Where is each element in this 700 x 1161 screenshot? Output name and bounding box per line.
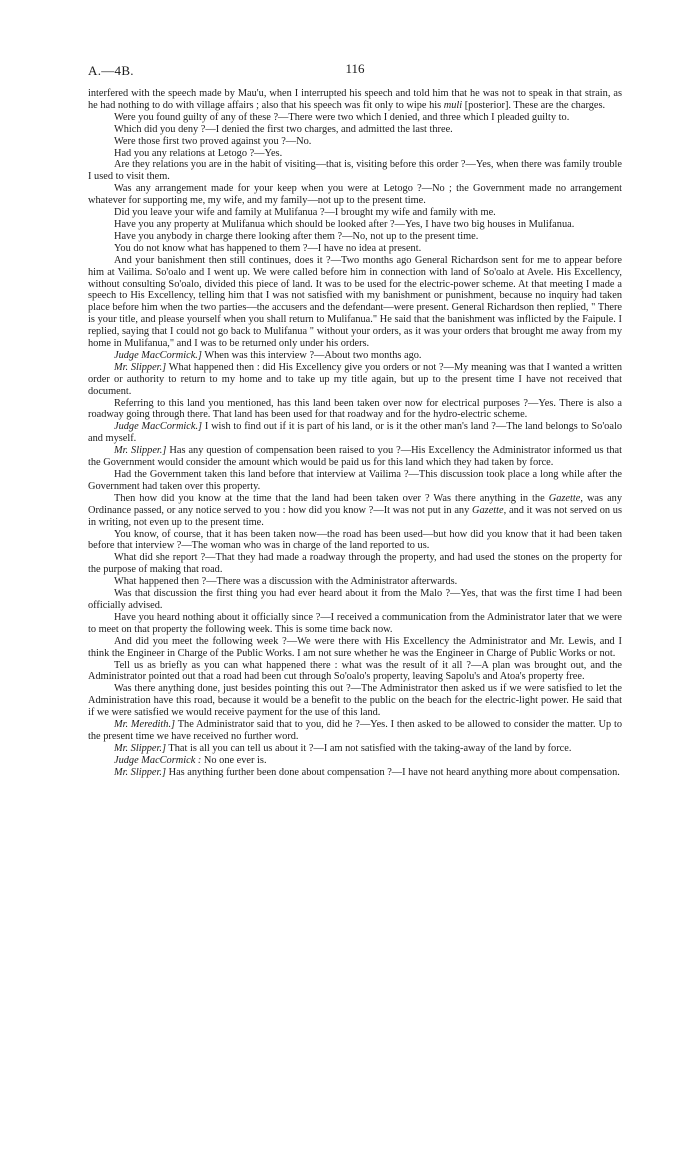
- paragraph-text: interfered with the speech made by Mau'u, when I interrupted his speech and told him that he was not to speak in that strain, as he had nothing to do with village affairs ; also that his speech was fit only to wipe his muli [posterior]. These are the charges.: [88, 88, 622, 111]
- speaker-label: Judge MacCormick.]: [114, 421, 203, 433]
- body-text: [88, 88, 622, 779]
- paragraph: [88, 576, 622, 588]
- paragraph: [88, 112, 622, 124]
- speaker-label: Judge MacCormick :: [114, 754, 202, 766]
- paragraph-text: You know, of course, that it has been taken now—the road has been used—but how did you know that it had been taken before that interview ?—The woman who was in charge of the land reported to us.: [88, 528, 622, 552]
- paragraph: [88, 588, 622, 612]
- paragraph: [88, 183, 622, 207]
- paragraph-text: Referring to this land you mentioned, has this land been taken over now for electrical purposes ?—Yes. There is also a roadway going through there. That land has been used for that roadway and for the hydro-electric scheme.: [88, 397, 622, 421]
- paragraph: [88, 207, 622, 219]
- speaker-label: Mr. Slipper.]: [114, 742, 167, 754]
- paragraph-text: Had the Government taken this land before that interview at Vailima ?—This discussion took place a long while after the Government had taken over this property.: [88, 469, 622, 492]
- paragraph: [88, 767, 622, 779]
- paragraph: [88, 612, 622, 636]
- page-header: [88, 0, 622, 88]
- speaker-label: Mr. Slipper.]: [114, 445, 167, 457]
- paragraph: [88, 719, 622, 743]
- speaker-label: Mr. Slipper.]: [114, 361, 167, 373]
- paragraph: [88, 755, 622, 767]
- speaker-label: Mr. Meredith.]: [114, 719, 176, 731]
- paragraph: [88, 398, 622, 422]
- paragraph-text: What happened then ?—There was a discussion with the Administrator afterwards.: [114, 576, 458, 588]
- paragraph: [88, 362, 622, 398]
- paragraph: [88, 529, 622, 553]
- paragraph-text: Were you found guilty of any of these ?—There were two which I denied, and three which I pleaded guilty to.: [114, 111, 570, 123]
- paragraph: [88, 219, 622, 231]
- paragraph: [88, 148, 622, 160]
- paragraph: [88, 421, 622, 445]
- paragraph-text: Tell us as briefly as you can what happened there : what was the result of it all ?—A plan was brought out, and the Administrator pointed out that a road had been cut through So'oalo's property, leaving Sapolu's and Atoa's property free.: [88, 659, 622, 683]
- paragraph: [88, 231, 622, 243]
- paragraph-text: And did you meet the following week ?—We were there with His Excellency the Administrator and Mr. Lewis, and I think the Engineer in Charge of the Public Works. I am not sure whether he was the Engineer in Charge of Public Works or not.: [88, 635, 622, 659]
- paragraph: [88, 469, 622, 493]
- document-reference: A.—4B.: [88, 63, 134, 78]
- paragraph-text: I wish to find out if it is part of his land, or is it the other man's land ?—The land belongs to So'oalo and myself.: [88, 421, 622, 445]
- paragraph-text: Was any arrangement made for your keep when you were at Letogo ?—No ; the Government made no arrangement whatever for supporting me, my wife, and my family—not up to the present time.: [88, 183, 622, 207]
- paragraph-text: And your banishment then still continues, does it ?—Two months ago General Richardson sent for me to appear before him at Vailima. So'oalo and I went up. We were called before him in connection with land of So'oalo at Avele. His Excellency, without consulting So'oalo, divided this piece of land. It was to be used for the electric-power scheme. At that meeting I made a speech to His Excellency, telling him that I was not satisfied with my banishment or punishment, because no inquiry had taken place before him when the two parties—the accusers and the defendant—were present. General Richardson then replied, " There is your title, and please yourself when you shall return to Mulifanua." He said that the banishment was inflicted by the Faipule. I replied, saying that I could not go back to Mulifanua " without your orders, as it was your orders that brought me away from my home in Mulifanua," and I was to be returned only under his orders.: [88, 254, 622, 350]
- paragraph-text: That is all you can tell us about it ?—I am not satisfied with the taking-away of the land by force.: [168, 742, 572, 754]
- speaker-label: Judge MacCormick.]: [114, 349, 202, 361]
- paragraph-text: Has any question of compensation been raised to you ?—His Excellency the Administrator informed us that the Government would consider the amount which would be paid us for this land which they had taken by force.: [88, 445, 622, 469]
- paragraph-text: No one ever is.: [203, 754, 267, 766]
- paragraph-text: When was this interview ?—About two months ago.: [204, 349, 422, 361]
- paragraph: [88, 683, 622, 719]
- paragraph-text: Have you any property at Mulifanua which should be looked after ?—Yes, I have two big houses in Mulifanua.: [114, 218, 575, 230]
- paragraph: [88, 88, 622, 112]
- paragraph-text: Have you anybody in charge there looking after them ?—No, not up to the present time.: [114, 230, 479, 242]
- paragraph-text: What did she report ?—That they had made a roadway through the property, and had used the stones on the property for the purpose of making that road.: [88, 552, 622, 576]
- paragraph: [88, 636, 622, 660]
- paragraph-text: Are they relations you are in the habit of visiting—that is, visiting before this order ?—Yes, when there was family trouble I used to visit them.: [88, 159, 622, 183]
- paragraph: [88, 660, 622, 684]
- paragraph: [88, 124, 622, 136]
- paragraph: [88, 255, 622, 350]
- page-number: 116: [345, 61, 365, 76]
- paragraph: [88, 445, 622, 469]
- paragraph-text: Did you leave your wife and family at Mulifanua ?—I brought my wife and family with me.: [114, 207, 496, 219]
- paragraph: [88, 243, 622, 255]
- paragraph-text: Were those first two proved against you ?—No.: [114, 135, 312, 147]
- paragraph: [88, 350, 622, 362]
- paragraph-text: Have you heard nothing about it officially since ?—I received a communication from the Administrator later that we were to meet on that property the following week. This is some time back now.: [88, 611, 622, 635]
- paragraph-text: You do not know what has happened to them ?—I have no idea at present.: [114, 242, 422, 254]
- document-page: [88, 0, 622, 779]
- paragraph-text: What happened then : did His Excellency give you orders or not ?—My meaning was that I wanted a written order or authority to return to my home and to take up my title again, but up to the present time I have not received that document.: [88, 361, 622, 397]
- paragraph-text: Had you any relations at Letogo ?—Yes.: [114, 147, 283, 159]
- paragraph-text: Was there anything done, just besides pointing this out ?—The Administrator then asked us if we were satisfied to let the Administration have this road, because it would be a benefit to the public on the beach for the electric-light power. He said that if we were satisfied we would receive payment for the use of this land.: [88, 683, 622, 719]
- paragraph: [88, 136, 622, 148]
- paragraph-text: Which did you deny ?—I denied the first two charges, and admitted the last three.: [114, 123, 453, 135]
- paragraph: [88, 743, 622, 755]
- paragraph: [88, 159, 622, 183]
- paragraph-text: Was that discussion the first thing you had ever heard about it from the Malo ?—Yes, that was the first time I had been officially advised.: [88, 588, 622, 611]
- speaker-label: Mr. Slipper.]: [114, 766, 167, 778]
- paragraph-text: The Administrator said that to you, did he ?—Yes. I then asked to be allowed to consider the matter. Up to the present time we have received no further word.: [88, 719, 622, 742]
- paragraph-text: Has anything further been done about compensation ?—I have not heard anything more about compensation.: [168, 766, 620, 778]
- paragraph: [88, 493, 622, 529]
- paragraph-text: Then how did you know at the time that the land had been taken over ? Was there anything in the Gazette, was any Ordinance passed, or any notice served to you : how did you know ?—It was not put in any Gazette, and it was not served on us in writing, not even up to the present time.: [88, 492, 623, 528]
- paragraph: [88, 552, 622, 576]
